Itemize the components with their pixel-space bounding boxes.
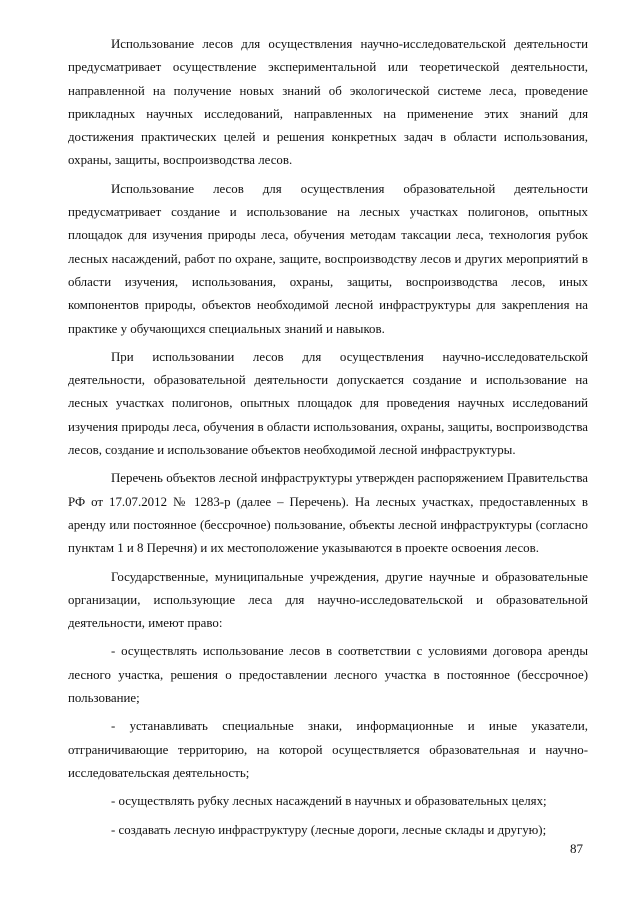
paragraph-infrastructure-list: Перечень объектов лесной инфраструктуры утвержден распоряжением Правительства РФ от 17.07.2012 № 1283-р (далее – Перечень). На лесных участках, предоставленных в аренду или постоянное (бессрочное) пользование, объекты лесной инфраструктуры (согласно пунктам 1 и 8 Перечня) и их местоположение указываются в проекте освоения лесов. [68,471,588,556]
body-text [68,33,588,847]
list-item-lease-use: - осуществлять использование лесов в соответствии с условиями договора аренды лесного участка, решения о предоставлении лесного участка в постоянное (бессрочное) пользование; [68,644,588,706]
list-item-felling: - осуществлять рубку лесных насаждений в научных и образовательных целях; [111,794,547,809]
page-number: 87 [570,841,583,856]
paragraph-rights-intro: Государственные, муниципальные учреждения, другие научные и образовательные организации, использующие леса для научно-исследовательской и образовательной деятельности, имеют право: [68,569,588,631]
list-item-infrastructure: - создавать лесную инфраструктуру (лесные дороги, лесные склады и другую); [111,822,547,837]
paragraph-permitted-creation: При использовании лесов для осуществления научно-исследовательской деятельности, образовательной деятельности допускается создание и использование на лесных участках полигонов, опытных площадок для проведения научных исследований изучения природы леса, обучения в области использования, охраны, защиты, воспроизводства лесов, создание и использование объектов необходимой лесной инфраструктуры. [68,349,588,458]
paragraph-educational-use: Использование лесов для осуществления образовательной деятельности предусматривает создание и использование на лесных участках полигонов, опытных площадок для изучения природы леса, обучения методам таксации леса, технология рубок лесных насаждений, работ по охране, защите, воспроизводству лесов и других мероприятий в области изучения, использования, охраны, защиты, воспроизводства лесов, иных компонентов природы, объектов необходимой лесной инфраструктуры для закрепления на практике у обучающихся специальных знаний и навыков. [68,181,588,336]
list-item-signs: - устанавливать специальные знаки, информационные и иные указатели, отграничивающие территорию, на которой осуществляется образовательная и научно-исследовательская деятельность; [68,719,588,780]
paragraph-research-use: Использование лесов для осуществления научно-исследовательской деятельности предусматривает осуществление экспериментальной или теоретической деятельности, направленной на получение новых знаний об экологической системе леса, проведение прикладных научных исследований, направленных на применение этих знаний для достижения практических целей и решения конкретных задач в области использования, охраны, защиты, воспроизводства лесов. [68,37,588,168]
